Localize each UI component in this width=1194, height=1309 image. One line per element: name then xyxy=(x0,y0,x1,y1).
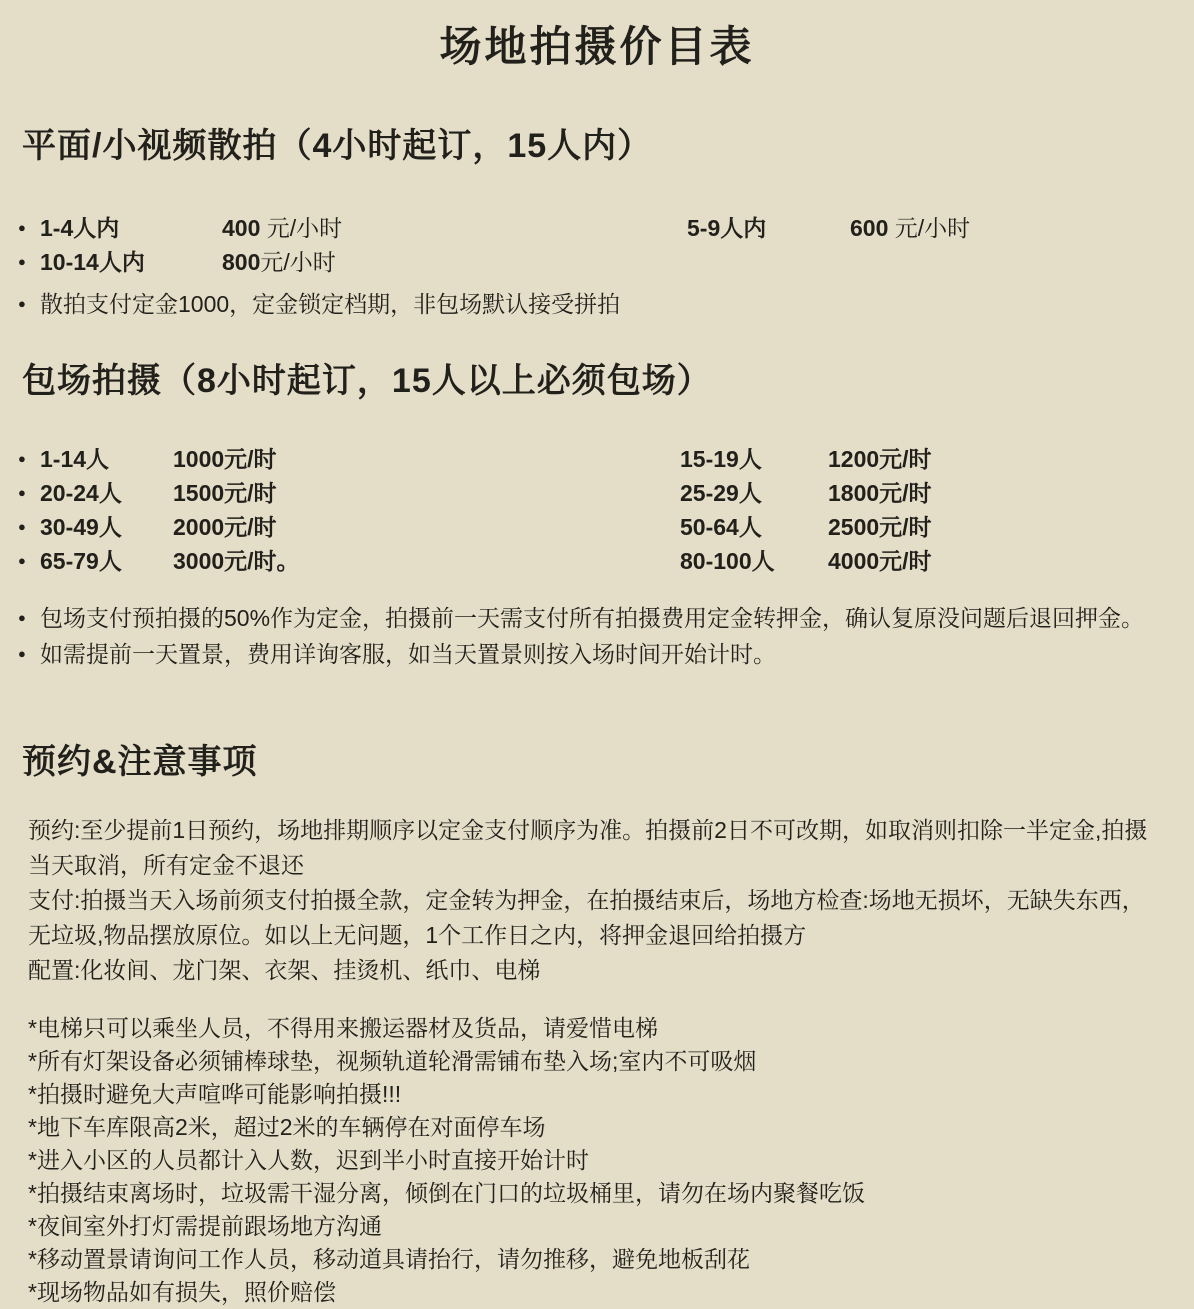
buyout-notes xyxy=(0,600,1194,672)
star-note: *进入小区的人员都计入人数，迟到半小时直接开始计时 xyxy=(28,1147,589,1173)
tier-label: 5-9人内 xyxy=(687,215,767,241)
paragraph-booking-policy: 预约:至少提前1日预约，场地排期顺序以定金支付顺序为准。拍摄前2日不可改期，如取消则扣除一半定金,拍摄当天取消，所有定金不退还 xyxy=(28,817,1148,878)
buyout-price-table xyxy=(0,442,1194,578)
star-note: *拍摄时避免大声喧哗可能影响拍摄!!! xyxy=(28,1081,402,1107)
bullet-icon: ● xyxy=(18,485,26,500)
tier-label: 80-100人 xyxy=(680,548,775,574)
bullet-icon: ● xyxy=(18,296,26,311)
tier-price: 1500元/时 xyxy=(173,480,277,506)
tier-label: 65-79人 xyxy=(40,548,122,574)
tier-price: 3000元/时。 xyxy=(173,548,300,574)
tier-price xyxy=(850,211,1194,245)
star-note: *所有灯架设备必须铺棒球垫，视频轨道轮滑需铺布垫入场;室内不可吸烟 xyxy=(28,1048,757,1074)
tier-price xyxy=(222,245,687,279)
section-header-buyout-shoot: 包场拍摄（8小时起订，15人以上必须包场） xyxy=(22,362,712,400)
note-row xyxy=(0,287,1194,321)
price-number: 800 xyxy=(222,249,261,275)
price-row xyxy=(0,442,1194,476)
star-note: *地下车库限高2米，超过2米的车辆停在对面停车场 xyxy=(28,1114,546,1140)
section-header-loose-shoot: 平面/小视频散拍（4小时起订，15人内） xyxy=(22,127,653,165)
bullet-icon: ● xyxy=(18,646,26,661)
tier-price: 2500元/时 xyxy=(828,514,932,540)
bullet-icon: ● xyxy=(18,553,26,568)
price-row xyxy=(0,544,1194,578)
tier-price: 4000元/时 xyxy=(828,548,932,574)
tier-label: 15-19人 xyxy=(680,446,762,472)
tier-label: 30-49人 xyxy=(40,514,122,540)
star-notes-list xyxy=(0,1012,1194,1309)
section-header-booking-notices: 预约&注意事项 xyxy=(22,743,258,781)
tier-label: 10-14人内 xyxy=(40,249,145,275)
tier-label: 1-4人内 xyxy=(40,215,120,241)
tier-price: 2000元/时 xyxy=(173,514,277,540)
bullet-icon: ● xyxy=(18,610,26,625)
note-row xyxy=(0,636,1194,672)
bullet-icon: ● xyxy=(18,451,26,466)
tier-price: 1000元/时 xyxy=(173,446,277,472)
price-unit: 元/小时 xyxy=(888,215,971,241)
price-unit: 元/小时 xyxy=(260,249,336,275)
note-text: 包场支付预拍摄的50%作为定金，拍摄前一天需支付所有拍摄费用定金转押金，确认复原没问题后退回押金。 xyxy=(40,605,1145,631)
paragraph-payment-policy: 支付:拍摄当天入场前须支付拍摄全款，定金转为押金，在拍摄结束后，场地方检查:场地无损坏，无缺失东西，无垃圾,物品摆放原位。如以上无问题，1个工作日之内，将押金退回给拍摄方 xyxy=(28,887,1145,948)
booking-paragraphs xyxy=(0,813,1194,988)
star-note: *夜间室外打灯需提前跟场地方沟通 xyxy=(28,1213,382,1239)
note-text: 散拍支付定金1000，定金锁定档期，非包场默认接受拼拍 xyxy=(40,291,621,317)
loose-shoot-price-table xyxy=(0,211,1194,321)
tier-label: 25-29人 xyxy=(680,480,762,506)
tier-price: 1200元/时 xyxy=(828,446,932,472)
bullet-icon: ● xyxy=(18,519,26,534)
star-note: *移动置景请询问工作人员，移动道具请抬行，请勿推移，避免地板刮花 xyxy=(28,1246,750,1272)
tier-price xyxy=(222,211,687,245)
star-note: *现场物品如有损失，照价赔偿 xyxy=(28,1279,336,1305)
price-unit: 元/小时 xyxy=(260,215,343,241)
tier-price: 1800元/时 xyxy=(828,480,932,506)
loose-shoot-notes xyxy=(0,287,1194,321)
tier-label: 1-14人 xyxy=(40,446,110,472)
star-note: *电梯只可以乘坐人员，不得用来搬运器材及货品，请爱惜电梯 xyxy=(28,1015,658,1041)
price-row xyxy=(0,211,1194,245)
bullet-icon: ● xyxy=(18,220,26,235)
bullet-icon: ● xyxy=(18,254,26,269)
price-row xyxy=(0,510,1194,544)
price-row xyxy=(0,245,1194,279)
paragraph-facilities: 配置:化妆间、龙门架、衣架、挂烫机、纸巾、电梯 xyxy=(28,957,541,983)
price-row xyxy=(0,476,1194,510)
note-row xyxy=(0,600,1194,636)
tier-label: 20-24人 xyxy=(40,480,122,506)
star-note: *拍摄结束离场时，垃圾需干湿分离，倾倒在门口的垃圾桶里，请勿在场内聚餐吃饭 xyxy=(28,1180,865,1206)
note-text: 如需提前一天置景，费用详询客服，如当天置景则按入场时间开始计时。 xyxy=(40,641,776,667)
price-number: 600 xyxy=(850,215,889,241)
price-number: 400 xyxy=(222,215,261,241)
tier-label: 50-64人 xyxy=(680,514,762,540)
page-title: 场地拍摄价目表 xyxy=(439,23,755,70)
